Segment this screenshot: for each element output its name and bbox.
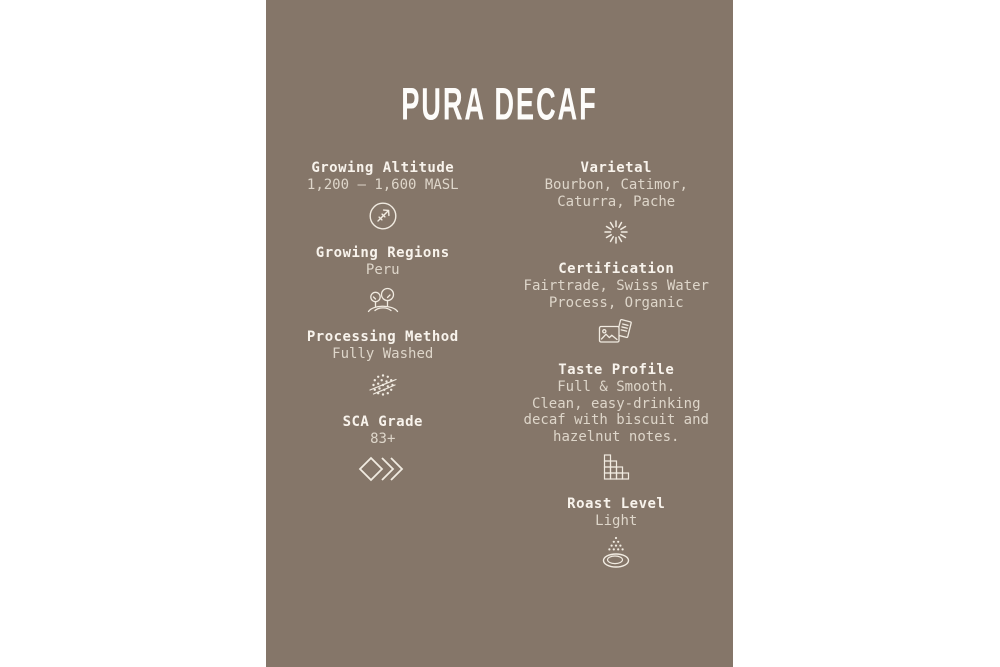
growing-altitude-heading: Growing Altitude <box>311 160 455 176</box>
taste-profile-line: decaf with biscuit and <box>523 412 709 428</box>
processing-method-value: Fully Washed <box>332 346 434 362</box>
taste-profile-heading: Taste Profile <box>558 362 675 378</box>
certificates-icon <box>596 316 636 350</box>
certification-block <box>524 261 709 350</box>
varietal-value-line: Bourbon, Catimor, <box>544 177 688 193</box>
certification-value-line: Fairtrade, Swiss Water <box>523 278 709 294</box>
varietal-value-line: Caturra, Pache <box>557 193 676 210</box>
varietal-heading: Varietal <box>580 160 652 176</box>
certification-heading: Certification <box>558 261 675 277</box>
trees-icon <box>366 283 400 317</box>
taste-profile-block <box>524 362 709 484</box>
growing-altitude-value: 1,200 – 1,600 MASL <box>306 177 459 193</box>
roast-level-heading: Roast Level <box>567 496 666 512</box>
roast-pan-icon <box>598 535 634 569</box>
grade-diamonds-icon <box>358 452 408 486</box>
info-columns <box>266 160 733 569</box>
washed-beans-icon <box>367 368 399 402</box>
sca-grade-value: 83+ <box>370 430 396 447</box>
product-card <box>266 0 733 667</box>
certification-value-line: Process, Organic <box>548 294 684 311</box>
varietal-block <box>545 160 688 249</box>
taste-profile-line: Clean, easy-drinking <box>531 395 701 412</box>
growing-regions-heading: Growing Regions <box>315 244 450 261</box>
sca-grade-block <box>343 414 423 487</box>
processing-method-heading: Processing Method <box>306 329 459 345</box>
roast-level-value: Light <box>595 513 638 529</box>
sca-grade-heading: SCA Grade <box>342 413 423 430</box>
altitude-arrow-icon <box>367 199 399 233</box>
sunburst-icon <box>600 215 632 249</box>
roast-level-block <box>567 496 665 569</box>
growing-regions-value: Peru <box>365 261 400 278</box>
growing-altitude-block <box>307 160 459 233</box>
product-title: PURA DECAF <box>401 78 598 130</box>
processing-method-block <box>307 329 459 402</box>
waffle-biscuit-icon <box>599 450 633 484</box>
taste-profile-line: Full & Smooth. <box>557 379 676 395</box>
growing-regions-block <box>316 245 450 318</box>
taste-profile-line: hazelnut notes. <box>553 428 680 445</box>
left-column <box>266 160 500 569</box>
right-column <box>500 160 734 569</box>
